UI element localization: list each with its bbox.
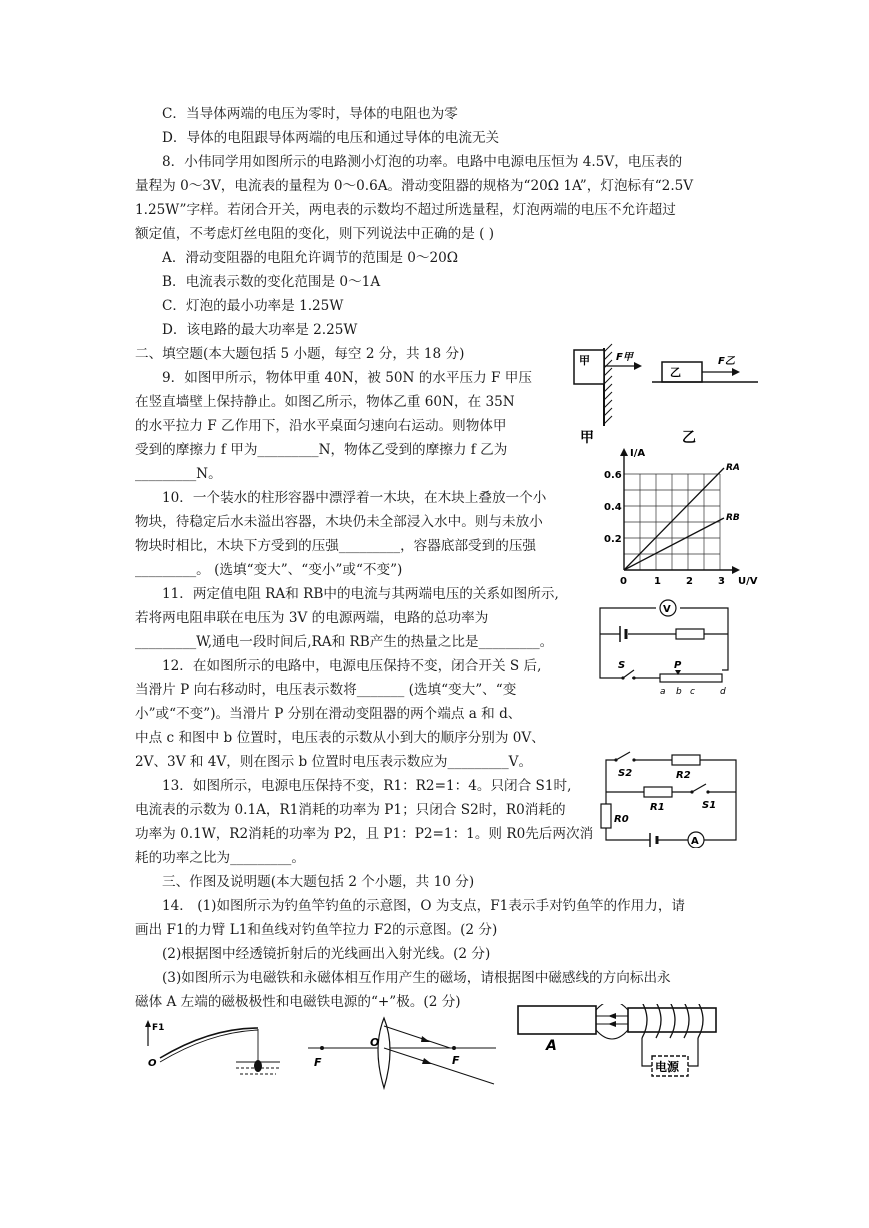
figure-circuit-q13 — [596, 744, 744, 848]
label-d: d — [720, 687, 726, 697]
question-12-line2: 当滑片 P 向右移动时，电压表示数将_______ (选填“变大”、“变 — [135, 682, 517, 698]
y-tick-0.2: 0.2 — [604, 534, 622, 545]
label-yi: 乙 — [670, 366, 681, 379]
label-s2: S2 — [618, 768, 633, 779]
question-14-line5: 磁体 A 左端的磁极极性和电磁铁电源的“+”极。(2 分) — [135, 994, 461, 1010]
option-a-q8: A．滑动变阻器的电阻允许调节的范围是 0～20Ω — [162, 250, 459, 266]
question-10-line4: _________。 (选填“变大”、“变小”或“不变”) — [135, 562, 403, 578]
ammeter-label: A — [691, 836, 699, 847]
lens — [378, 1018, 390, 1088]
wall-hatch — [604, 344, 612, 424]
label-b: b — [676, 687, 682, 697]
question-9-line5: _________N。 — [135, 466, 222, 482]
voltmeter-label: V — [663, 604, 671, 615]
switch-s-blade — [623, 670, 634, 678]
question-12-line3: 小”或“不变”)。当滑片 P 分别在滑动变阻器的两个端点 a 和 d、 — [135, 706, 522, 722]
switch-contact-right — [632, 676, 635, 679]
question-13-line1: 13．如图所示，电源电压保持不变，R1：R2=1：4。只闭合 S1时, — [162, 778, 572, 794]
question-12-line1: 12．在如图所示的电路中，电源电压保持不变，闭合开关 S 后, — [162, 658, 542, 674]
wire-right — [722, 634, 728, 670]
label-a: a — [660, 687, 666, 697]
figure-magnet-electromagnet — [512, 1004, 726, 1096]
question-13-line2: 电流表的示数为 0.1A，R1消耗的功率为 P1；只闭合 S2时，R0消耗的 — [135, 802, 566, 818]
label-jia: 甲 — [579, 354, 590, 367]
focus-right-dot — [452, 1046, 456, 1050]
field-lines — [596, 1004, 628, 1039]
question-9-line3: 的水平拉力 F 乙作用下，沿水平桌面匀速向右运动。则物体甲 — [135, 418, 507, 434]
label-s1: S1 — [702, 800, 717, 811]
section-2-heading: 二、填空题(本大题包括 5 小题，每空 2 分，共 18 分) — [135, 346, 465, 362]
label-f-jia: F甲 — [616, 352, 633, 363]
refracted-ray-1 — [384, 1026, 450, 1048]
label-c: c — [690, 687, 695, 697]
label-s: S — [618, 660, 626, 671]
permanent-magnet-a — [518, 1006, 596, 1034]
wire-left — [600, 634, 622, 678]
wire-r0-bottom — [606, 828, 650, 840]
option-d-q7: D．导体的电阻跟导体两端的电压和通过导体的电流无关 — [162, 130, 500, 146]
wire-s2-left — [606, 760, 616, 792]
figure-convex-lens — [300, 1014, 500, 1096]
option-c-q7: C．当导体两端的电压为零时，导体的电阻也为零 — [162, 106, 458, 122]
y-tick-0.6: 0.6 — [604, 470, 622, 481]
question-11-line3: _________W,通电一段时间后,RA和 RB产生的热量之比是_________。 — [135, 634, 554, 650]
label-r2: R2 — [676, 770, 691, 781]
question-10-line2: 物块，待稳定后水未溢出容器，木块仍未全部浸入水中。则与未放小 — [135, 514, 543, 530]
refracted-ray-1-arrow — [421, 1036, 430, 1042]
question-11-line1: 11．两定值电阻 RA和 RB中的电流与其两端电压的关系如图所示, — [162, 586, 559, 602]
question-12-line5: 2V、3V 和 4V，则在图示 b 位置时电压表示数应为_________V。 — [135, 754, 533, 770]
arrow-f-jia-head — [634, 362, 642, 370]
option-d-q8: D．该电路的最大功率是 2.25W — [162, 322, 358, 338]
x-tick-3: 3 — [718, 576, 725, 587]
x-tick-1: 1 — [654, 576, 661, 587]
question-9-line1: 9．如图甲所示，物体甲重 40N，被 50N 的水平压力 F 甲压 — [162, 370, 532, 386]
label-f1: F1 — [152, 1023, 165, 1033]
resistor-r1 — [644, 787, 672, 797]
figure-circuit-q12 — [592, 596, 742, 700]
arrow-f1-head — [145, 1020, 151, 1027]
fishing-rod-edge — [160, 1030, 258, 1062]
option-b-q8: B．电流表示数的变化范围是 0～1A — [162, 274, 381, 290]
label-p: P — [674, 660, 682, 671]
question-14-line4: (3)如图所示为电磁铁和永磁体相互作用产生的磁场，请根据图中磁感线的方向标出永 — [162, 970, 671, 986]
label-f-yi: F乙 — [718, 356, 735, 367]
question-8-line3: 1.25W”字样。若闭合开关，两电表的示数均不超过所选量程，灯泡两端的电压不允许超过 — [135, 202, 676, 218]
refracted-ray-2-arrow — [422, 1058, 432, 1064]
figure-iu-graph — [600, 444, 765, 588]
label-power: 电源 — [655, 1060, 680, 1074]
wire-top-left — [600, 608, 656, 634]
label-o: O — [370, 1036, 380, 1049]
figure-force-diagrams — [560, 342, 780, 454]
question-12-line4: 中点 c 和图中 b 位置时，电压表的示数从小到大的顺序分别为 0V、 — [135, 730, 545, 746]
resistor — [676, 629, 704, 639]
line-ra — [624, 468, 724, 570]
x-tick-0: 0 — [620, 576, 627, 587]
y-axis-arrow — [620, 448, 628, 456]
question-8-line2: 量程为 0～3V，电流表的量程为 0～0.6A。滑动变阻器的规格为“20Ω 1A”，灯泡标有“2.5V — [135, 178, 694, 194]
label-a: A — [546, 1038, 557, 1054]
y-axis-label: I/A — [630, 448, 646, 459]
question-13-line4: 耗的功率之比为_________。 — [135, 850, 305, 866]
caption-jia: 甲 — [580, 430, 594, 446]
lead-right — [688, 1038, 698, 1066]
figure-fishing-rod — [140, 1016, 290, 1096]
question-10-line3: 物块时相比，木块下方受到的压强_________，容器底部受到的压强 — [135, 538, 537, 554]
option-c-q8: C．灯泡的最小功率是 1.25W — [162, 298, 344, 314]
question-11-line2: 若将两电阻串联在电压为 3V 的电源两端，电路的总功率为 — [135, 610, 489, 626]
label-rb: RB — [726, 513, 740, 523]
refracted-ray-2 — [384, 1048, 494, 1084]
field-arrow-1 — [608, 1013, 616, 1019]
field-arrow-2 — [608, 1021, 616, 1027]
caption-yi: 乙 — [682, 430, 696, 446]
question-9-line4: 受到的摩擦力 f 甲为_________N，物体乙受到的摩擦力 f 乙为 — [135, 442, 508, 458]
block-yi — [662, 362, 702, 382]
s1-contact-right — [706, 790, 709, 793]
question-9-line2: 在竖直墙壁上保持静止。如图乙所示，物体乙重 60N，在 35N — [135, 394, 515, 410]
question-14-line1: 14． (1)如图所示为钓鱼竿钓鱼的示意图，O 为支点，F1表示手对钓鱼竿的作用力，请 — [162, 898, 686, 914]
focus-left-dot — [320, 1046, 324, 1050]
question-10-line1: 10．一个装水的柱形容器中漂浮着一木块，在木块上叠放一个小 — [162, 490, 547, 506]
label-o: O — [148, 1058, 157, 1069]
line-rb — [624, 518, 724, 570]
question-14-line3: (2)根据图中经透镜折射后的光线画出入射光线。(2 分) — [162, 946, 491, 962]
lead-left — [642, 1038, 652, 1066]
arrow-f-yi-head — [732, 368, 740, 376]
question-8-line4: 额定值，不考虑灯丝电阻的变化，则下列说法中正确的是 ( ) — [135, 226, 495, 242]
question-13-line3: 功率为 0.1W，R2消耗的功率为 P2，且 P1：P2=1：1。则 R0先后两次消 — [135, 826, 594, 842]
x-tick-2: 2 — [686, 576, 693, 587]
resistor-r0 — [601, 804, 611, 828]
question-8-line1: 8．小伟同学用如图所示的电路测小灯泡的功率。电路中电源电压恒为 4.5V，电压表的 — [162, 154, 683, 170]
question-14-line2: 画出 F1的力臂 L1和鱼线对钓鱼竿拉力 F2的示意图。(2 分) — [135, 922, 498, 938]
label-r1: R1 — [650, 802, 665, 813]
section-3-heading: 三、作图及说明题(本大题包括 2 个小题，共 10 分) — [162, 874, 475, 890]
wire-r2-right — [700, 760, 736, 792]
x-axis-label: U/V — [738, 576, 758, 587]
x-axis-arrow — [732, 566, 740, 574]
rheostat — [660, 674, 722, 682]
label-ra: RA — [726, 463, 740, 473]
resistor-r2 — [672, 755, 700, 765]
label-f-left: F — [314, 1056, 322, 1069]
switch-s2-blade — [616, 752, 630, 760]
label-f-right: F — [452, 1054, 460, 1067]
s2-contact-right — [632, 758, 635, 761]
y-tick-0.4: 0.4 — [604, 502, 622, 513]
switch-s1-blade — [692, 784, 706, 792]
label-r0: R0 — [614, 814, 629, 825]
